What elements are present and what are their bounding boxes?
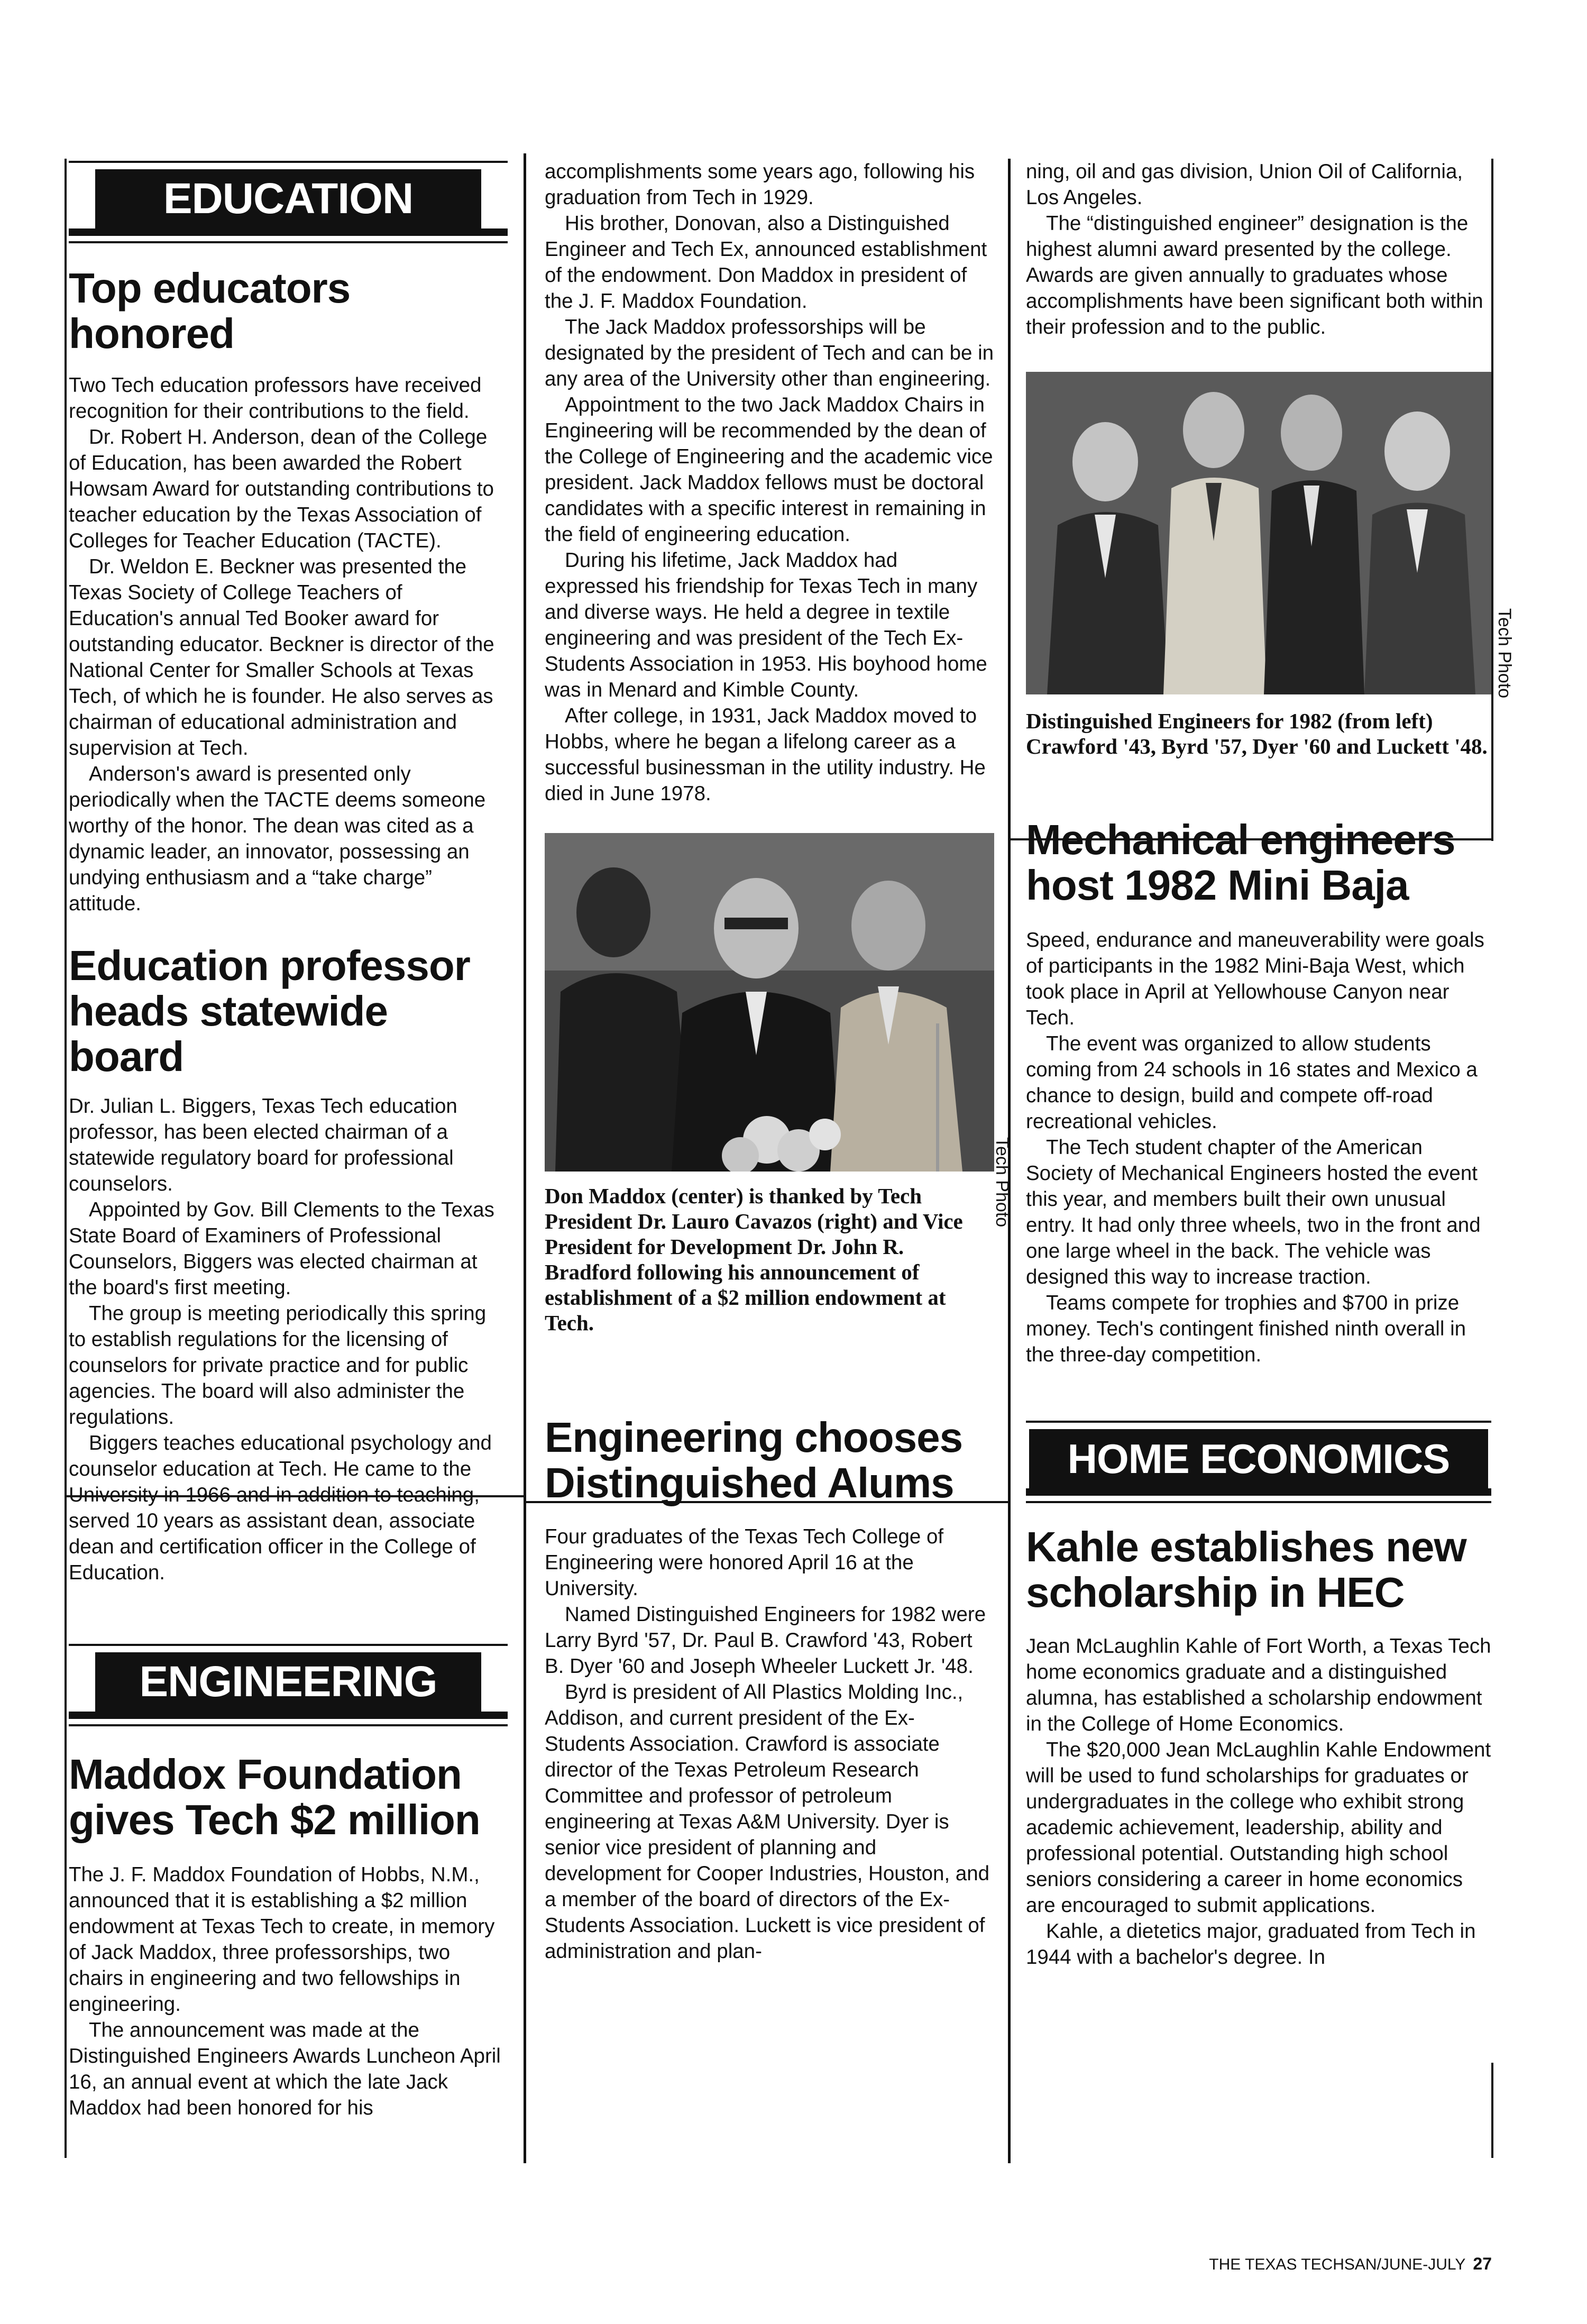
paragraph: accomplishments some years ago, following his graduation from Tech in 1929. [545,160,975,209]
paragraph: The Jack Maddox professorships will be designated by the president of Tech and can be in any area of the University other than engineering. [545,316,994,390]
paragraph: His brother, Donovan, also a Distinguished Engineer and Tech Ex, announced establishment of the endowment. Don Maddox in president of the J. F. Maddox Foundation. [545,212,987,313]
paragraph: Dr. Robert H. Anderson, dean of the College of Education, has been awarded the Robert Howsam Award for outstanding contributions to teacher education by the Texas Association of Colleges for Teacher Education (TACTE). [69,426,494,552]
distinguished-engineers-illustration [1026,372,1491,694]
page-number: 27 [1473,2254,1492,2273]
page-footer [1209,2254,1492,2274]
banner-rule [1026,1501,1491,1503]
column-left [69,159,508,2121]
paragraph: Kahle, a dietetics major, graduated from Tech in 1944 with a bachelor's degree. In [1026,1920,1476,1969]
headline: Engineering chooses Distinguished Alums [545,1414,963,1506]
article-body [69,1862,508,2121]
paragraph: The Tech student chapter of the American Society of Mechanical Engineers hosted the event this year, and members built their own unusual entry. It had only three wheels, two in the front and one large wheel in the back. The vehicle was designed this way to increase traction. [1026,1136,1481,1288]
column-rule-middle [524,153,526,2163]
paragraph: During his lifetime, Jack Maddox had expressed his friendship for Texas Tech in many and diverse ways. He held a degree in textile engineering and was president of the Tech Ex-Students Association in 1953. His boyhood home was in Menard and Kimble County. [545,549,987,701]
article-body [69,372,508,917]
paragraph: Dr. Julian L. Biggers, Texas Tech education professor, has been elected chairman of a statewide regulatory board for professional counselors. [69,1095,457,1195]
paragraph: Four graduates of the Texas Tech College of Engineering were honored April 16 at the University. [545,1525,944,1600]
column-rule-far-right [1491,159,1493,841]
photo-caption: Distinguished Engineers for 1982 (from left) Crawford '43, Byrd '57, Dyer '60 and Luckett '48. [1026,709,1488,758]
banner-rule [1026,1421,1491,1423]
maddox-photo-illustration [545,833,994,1172]
paragraph: Appointment to the two Jack Maddox Chairs in Engineering will be recommended by the dean of the College of Engineering and the academic vice president. Jack Maddox fellows must be doctoral candidates with a specific interest in remaining in the field of engineering education. [545,394,993,546]
paragraph: The J. F. Maddox Foundation of Hobbs, N.M., announced that it is establishing a $2 million endowment at Texas Tech to create, in memory of Jack Maddox, three professorships, two chairs in engineering and two fellowships in engineering. [69,1863,495,2016]
paragraph: Jean McLaughlin Kahle of Fort Worth, a Texas Tech home economics graduate and a distinguished alumna, has established a scholarship endowment in the College of Home Economics. [1026,1635,1491,1735]
photo-credit-maddox: Tech Photo [992,1137,1012,1228]
article-body-continued [1026,159,1491,340]
maddox-photo [545,833,994,1172]
headline: Kahle establishes new scholarship in HEC [1026,1523,1466,1616]
headline: Mechanical engineers host 1982 Mini Baja [1026,816,1455,909]
photo-caption: Don Maddox (center) is thanked by Tech President Dr. Lauro Cavazos (right) and Vice President for Development Dr. John R. Bradford following his announcement of establishment of a $2 million endowment at Tech. [545,1184,963,1335]
paragraph: The “distinguished engineer” designation is the highest alumni award presented by the college. Awards are given annually to graduates whose accomplishments have been significant both within their profession and to the public. [1026,212,1483,338]
engineering-banner [69,1644,508,1726]
banner-label: EDUCATION [95,169,481,228]
paragraph: The group is meeting periodically this spring to establish regulations for the licensing of counselors for private practice and for public agencies. The board will also administer the regulations. [69,1302,487,1429]
paragraph: The event was organized to allow students coming from 24 schools in 16 states and Mexico a chance to design, build and compete off-road recreational vehicles. [1026,1032,1478,1133]
column-rule-left [65,159,67,2158]
article-body [1026,927,1491,1368]
banner-rule [69,241,508,243]
banner-rule [69,1712,508,1719]
headline: Top educators honored [69,264,351,357]
publication-name: THE TEXAS TECHSAN/JUNE-JULY [1209,2256,1466,2273]
headline: Maddox Foundation gives Tech $2 million [69,1751,480,1843]
paragraph: Biggers teaches educational psychology and counselor education at Tech. He came to the University in 1966 and in addition to teaching, served 10 years as assistant dean, associate dean and certification officer in the College of Education. [69,1432,492,1584]
paragraph: Teams compete for trophies and $700 in prize money. Tech's contingent finished ninth overall in the three-day competition. [1026,1292,1466,1366]
headline: Education professor heads statewide board [69,942,470,1080]
banner-rule [1026,1488,1491,1496]
article-body [69,1093,508,1586]
paragraph: Named Distinguished Engineers for 1982 were Larry Byrd '57, Dr. Paul B. Crawford '43, Robert B. Dyer '60 and Joseph Wheeler Luckett Jr. '48. [545,1603,986,1678]
paragraph: The announcement was made at the Distinguished Engineers Awards Luncheon April 16, an annual event at which the late Jack Maddox had been honored for his [69,2019,501,2119]
article-body [545,1524,994,1964]
article-body [1026,1633,1491,1970]
banner-rule [69,1724,508,1726]
paragraph: After college, in 1931, Jack Maddox moved to Hobbs, where he began a lifelong career as a successful businessman in the utility industry. He died in June 1978. [545,704,986,805]
distinguished-engineers-photo [1026,372,1491,694]
banner-rule [69,161,508,163]
banner-label: ENGINEERING [95,1652,481,1712]
paragraph: Speed, endurance and maneuverability were goals of participants in the 1982 Mini-Baja West, which took place in April at Yellowhouse Canyon near Tech. [1026,929,1484,1029]
paragraph: Two Tech education professors have received recognition for their contributions to the field. [69,374,482,423]
paragraph: Byrd is president of All Plastics Molding Inc., Addison, and current president of the Ex-Students Association. Crawford is associate director of the Texas Petroleum Research Committee and professor of petroleum engineering at Texas A&M University. Dyer is senior vice president of planning and development for Cooper Industries, Houston, and a member of the board of directors of the Ex-Students Association. Luckett is vice president of administration and plan- [545,1681,990,1963]
article-body-continued [545,159,994,807]
home-economics-banner [1026,1421,1491,1503]
paragraph: ning, oil and gas division, Union Oil of California, Los Angeles. [1026,160,1463,209]
banner-label: HOME ECONOMICS [1029,1429,1488,1488]
banner-rule [69,1644,508,1646]
column-right [1026,159,1491,1970]
paragraph: Anderson's award is presented only periodically when the TACTE deems someone worthy of the honor. The dean was cited as a dynamic leader, an innovator, possessing an undying enthusiasm and a “take charge” attitude. [69,763,486,915]
banner-rule [69,228,508,236]
column-rule-far-right-lower [1491,2063,1493,2158]
paragraph: Dr. Weldon E. Beckner was presented the Texas Society of College Teachers of Education's annual Ted Booker award for outstanding educator. Beckner is director of the National Center for Smaller Schools at Texas Tech, of which he is founder. He also serves as chairman of educational administration and supervision at Tech. [69,555,494,760]
column-middle [545,159,994,1964]
photo-credit-engineers: Tech Photo [1494,608,1515,699]
education-banner [69,161,508,243]
paragraph: Appointed by Gov. Bill Clements to the Texas State Board of Examiners of Professional Counselors, Biggers was elected chairman at the board's first meeting. [69,1198,494,1299]
paragraph: The $20,000 Jean McLaughlin Kahle Endowment will be used to fund scholarships for graduates or undergraduates in the college who exhibit strong academic achievement, leadership, ability and professional potential. Outstanding high school seniors considering a career in home economics are encouraged to submit applications. [1026,1739,1491,1917]
